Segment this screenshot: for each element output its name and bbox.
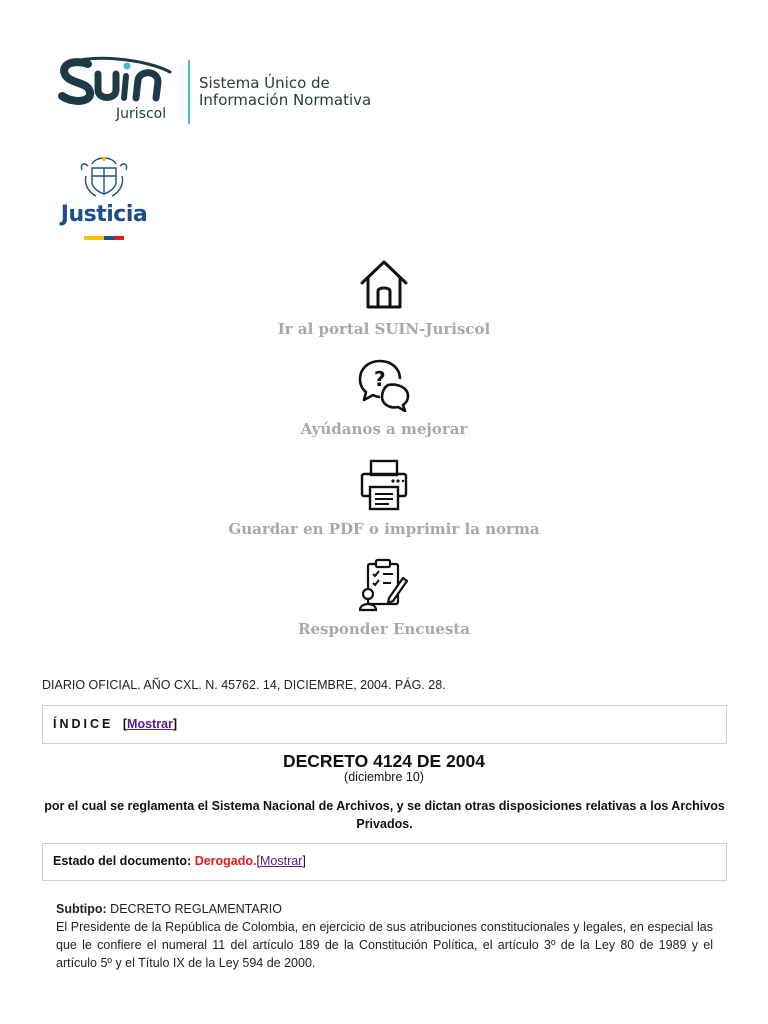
document-epigraph: por el cual se reglamenta el Sistema Nacional de Archivos, y se dictan otras disposiciones relativas a los Archivos Privados. (44, 799, 725, 831)
question-chat-icon (358, 358, 410, 412)
coat-of-arms-icon (58, 154, 150, 202)
survey-link[interactable] (0, 558, 768, 638)
suin-juriscol-logo[interactable] (58, 56, 388, 128)
status-bracket-close: ] (302, 854, 306, 868)
logo-tagline (199, 75, 371, 109)
index-bracket-close: ] (172, 717, 178, 731)
subtipo-label: Subtipo: (56, 902, 107, 916)
preamble-paragraph: El Presidente de la República de Colombia, en ejercicio de sus atribuciones constitucionales y legales, en especial las que le confiere el numeral 11 del artículo 189 de la Constitución Política, el artículo 3º de la Ley 80 de 1989 y el artículo 5º y el Título IX de la Ley 594 de 2000. (56, 920, 713, 970)
document-date: (diciembre 10) (344, 770, 424, 784)
logo-divider (188, 60, 190, 124)
logo-tagline-line1: Sistema Único de (199, 74, 330, 92)
index-box (42, 705, 727, 744)
subtipo-line (56, 900, 713, 918)
status-value: Derogado (194, 854, 254, 868)
document-title: DECRETO 4124 DE 2004 (282, 751, 485, 771)
index-title: ÍNDICE (53, 717, 114, 731)
printer-icon (359, 458, 409, 512)
flag-stripe (84, 236, 124, 240)
status-label: Estado del documento: (53, 854, 192, 868)
home-icon (359, 258, 409, 312)
suin-wordmark-logo (58, 56, 178, 108)
print-link-label: Guardar en PDF o imprimir la norma (228, 520, 540, 538)
portal-link[interactable] (0, 258, 768, 338)
subtipo-value: DECRETO REGLAMENTARIO (110, 902, 282, 916)
status-show-link[interactable]: Mostrar (260, 854, 303, 868)
status-bracket-open: [ (256, 854, 260, 868)
survey-link-label: Responder Encuesta (297, 620, 471, 638)
index-bracket-open: [ (122, 717, 128, 731)
document-body (56, 900, 713, 972)
survey-icon (359, 558, 409, 612)
diario-oficial-reference: DIARIO OFICIAL. AÑO CXL. N. 45762. 14, DICIEMBRE, 2004. PÁG. 28. (42, 678, 446, 692)
feedback-link[interactable] (0, 358, 768, 438)
logo-subtitle: Juriscol (116, 106, 167, 122)
print-link[interactable] (0, 458, 768, 538)
document-status-box (42, 843, 727, 881)
logo-tagline-line2: Información Normativa (199, 91, 372, 109)
feedback-link-label: Ayúdanos a mejorar (300, 420, 468, 438)
justicia-wordmark: Justicia (60, 202, 148, 227)
status-period: . (253, 854, 257, 868)
svg-text:?: ? (374, 367, 386, 391)
portal-link-label: Ir al portal SUIN-Juriscol (277, 320, 491, 338)
index-show-link[interactable]: Mostrar (127, 717, 173, 731)
ministerio-justicia-logo[interactable] (58, 154, 150, 242)
